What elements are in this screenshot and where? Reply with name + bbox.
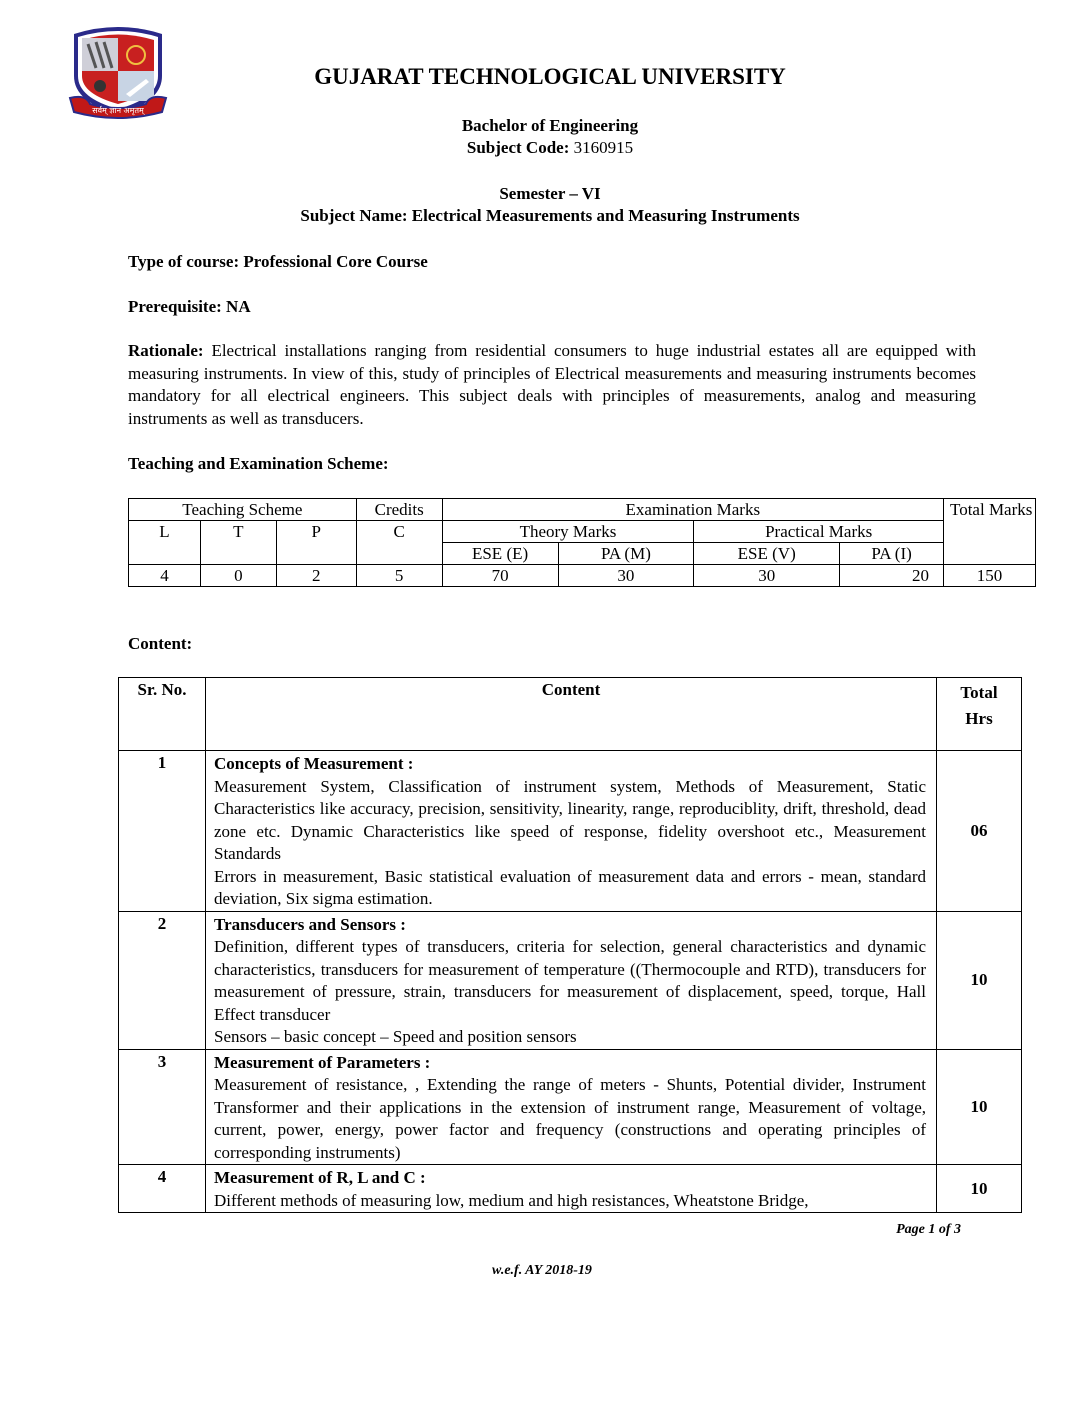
logo-motto: सर्वम् ज्ञान अमृतम् (92, 106, 144, 115)
row-title: Concepts of Measurement : (214, 754, 414, 773)
row-content (206, 751, 937, 912)
row-text: Measurement of resistance, , Extending the range of meters - Shunts, Potential divider, Instrument Transformer and their applications in the extension of instrument range, Measurement of voltage, current, power, energy, power factor and frequency (constructions and operating principles of corresponding instruments) (214, 1075, 926, 1162)
row-sr: 1 (119, 751, 206, 912)
row-sr: 4 (119, 1165, 206, 1213)
examination-marks-header: Examination Marks (442, 499, 943, 521)
subject-code: 3160915 (573, 138, 634, 157)
theory-marks-header: Theory Marks (442, 521, 694, 543)
header-sr-no: Sr. No. (119, 678, 206, 751)
subject-name-label: Subject Name: (300, 206, 408, 225)
row-text-2: Errors in measurement, Basic statistical evaluation of measurement data and errors - mean, standard deviation, Six sigma estimation. (214, 866, 926, 908)
effective-from: w.e.f. AY 2018-19 (492, 1263, 592, 1278)
value-T: 0 (200, 565, 276, 587)
value-ese-e: 70 (442, 565, 558, 587)
col-ese-v: ESE (V) (694, 543, 840, 565)
header-content: Content (206, 678, 937, 751)
header-total-hrs: Total Hrs (937, 678, 1022, 751)
subject-name-line (0, 206, 1088, 226)
col-ese-e: ESE (E) (442, 543, 558, 565)
content-row (119, 1049, 1022, 1165)
value-pa-i: 20 (840, 565, 944, 587)
prerequisite: Prerequisite: NA (128, 297, 251, 316)
content-heading: Content: (128, 634, 193, 653)
row-sr: 2 (119, 911, 206, 1049)
content-row (119, 911, 1022, 1049)
row-text: Different methods of measuring low, medium and high resistances, Wheatstone Bridge, (214, 1190, 809, 1210)
value-ese-v: 30 (694, 565, 840, 587)
row-sr: 3 (119, 1049, 206, 1165)
value-P: 2 (276, 565, 356, 587)
university-name: GUJARAT TECHNOLOGICAL UNIVERSITY (314, 64, 786, 89)
row-text: Definition, different types of transducers, criteria for selection, general characteristics and dynamic characteristics, transducers for measurement of temperature ((Thermocouple and RTD), transducers for measurement of pressure, strain, transducers for measurement of displacement, speed, torque, Hall Effect transducer (214, 937, 926, 1024)
rationale (128, 340, 976, 430)
row-hrs: 10 (937, 911, 1022, 1049)
content-table (118, 677, 1022, 1213)
col-T: T (200, 521, 276, 565)
subject-name: Electrical Measurements and Measuring Instruments (411, 206, 800, 225)
content-row (119, 751, 1022, 912)
col-pa-m: PA (M) (558, 543, 694, 565)
row-content (206, 911, 937, 1049)
subject-code-label: Subject Code: (466, 138, 570, 157)
value-L: 4 (129, 565, 201, 587)
credits-header: Credits (356, 499, 442, 521)
scheme-heading: Teaching and Examination Scheme: (128, 454, 389, 473)
row-content (206, 1049, 937, 1165)
row-title: Transducers and Sensors : (214, 914, 406, 934)
row-text: Measurement System, Classification of instrument system, Methods of Measurement, Static Characteristics like accuracy, precision, sensitivity, linearity, range, reproduciblity, drift, threshold, dead zone etc. Dynamic Characteristics like speed of response, fidelity overshoot etc., Measurement Standards (214, 776, 926, 863)
content-header-row (119, 678, 1022, 751)
col-pa-i: PA (I) (840, 543, 944, 565)
row-hrs: 10 (937, 1049, 1022, 1165)
row-hrs: 10 (937, 1165, 1022, 1213)
type-of-course: Type of course: Professional Core Course (128, 252, 428, 271)
page-number: Page 1 of 3 (896, 1222, 961, 1237)
value-total: 150 (944, 565, 1036, 587)
col-P: P (276, 521, 356, 565)
teaching-scheme-header: Teaching Scheme (129, 499, 357, 521)
semester: Semester – VI (499, 184, 601, 203)
rationale-label: Rationale: (128, 341, 204, 360)
value-pa-m: 30 (558, 565, 694, 587)
value-C: 5 (356, 565, 442, 587)
col-C: C (356, 521, 442, 565)
degree: Bachelor of Engineering (461, 116, 639, 135)
row-hrs: 06 (937, 751, 1022, 912)
content-row (119, 1165, 1022, 1213)
scheme-table (128, 498, 1036, 587)
col-L: L (129, 521, 201, 565)
row-title: Measurement of Parameters : (214, 1052, 431, 1072)
subject-code-line (0, 138, 1088, 158)
practical-marks-header: Practical Marks (694, 521, 944, 543)
row-text-2: Sensors – basic concept – Speed and position sensors (214, 1027, 577, 1046)
rationale-text: Electrical installations ranging from residential consumers to huge industrial estates all are equipped with measuring instruments. In view of this, study of principles of Electrical measurements and measuring instruments becomes mandatory for all electrical engineers. This subject deals with principles of measurements, analog and measuring instruments as well as transducers. (128, 341, 976, 428)
total-marks-header: Total Marks (944, 499, 1036, 565)
row-content (206, 1165, 937, 1213)
row-title: Measurement of R, L and C : (214, 1168, 426, 1187)
scheme-values-row (129, 565, 1036, 587)
